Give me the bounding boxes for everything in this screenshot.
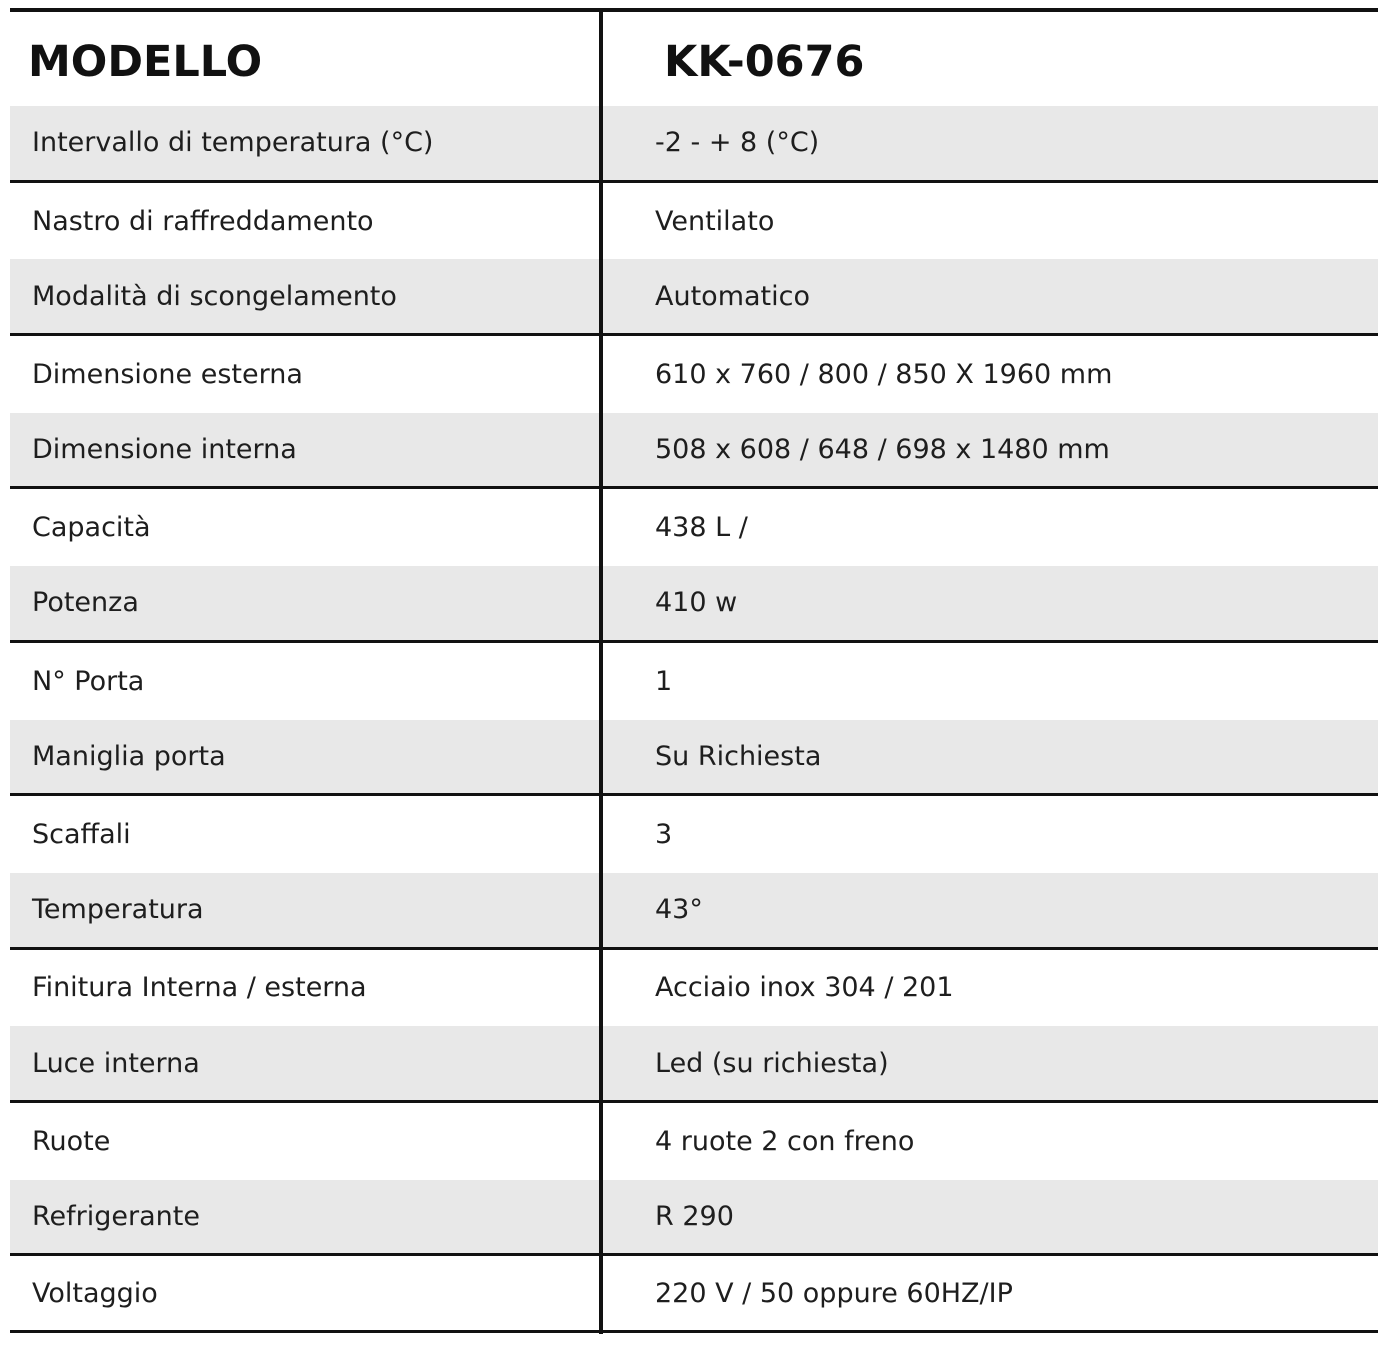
spec-value: 508 x 608 / 648 / 698 x 1480 mm: [655, 434, 1110, 466]
spec-label: Capacità: [32, 512, 151, 544]
spec-row: [10, 950, 1378, 1027]
spec-value: 3: [655, 819, 673, 851]
spec-value: -2 - + 8 (°C): [655, 127, 820, 159]
spec-label: Potenza: [32, 587, 139, 619]
spec-label: Dimensione interna: [32, 434, 297, 466]
spec-label: Nastro di raffreddamento: [32, 205, 374, 237]
spec-row: [10, 336, 1378, 413]
spec-value: Automatico: [655, 280, 810, 312]
spec-value: 438 L /: [655, 512, 748, 544]
spec-value: Acciaio inox 304 / 201: [655, 972, 954, 1004]
spec-row: [10, 1256, 1378, 1333]
spec-row: [10, 259, 1378, 336]
spec-value: 410 w: [655, 587, 738, 619]
spec-label: Intervallo di temperatura (°C): [32, 127, 434, 159]
spec-value: 4 ruote 2 con freno: [655, 1125, 915, 1157]
spec-value: 1: [655, 665, 673, 697]
spec-value: Su Richiesta: [655, 740, 822, 772]
spec-value: 610 x 760 / 800 / 850 X 1960 mm: [655, 358, 1113, 390]
spec-row: [10, 1026, 1378, 1103]
spec-value: 43°: [655, 894, 703, 926]
spec-rows: [10, 106, 1378, 1333]
spec-row: [10, 1180, 1378, 1257]
spec-label: Scaffali: [32, 819, 131, 851]
spec-label: Maniglia porta: [32, 740, 226, 772]
spec-row: [10, 489, 1378, 566]
spec-label: N° Porta: [32, 665, 145, 697]
spec-value: Led (su richiesta): [655, 1047, 889, 1079]
spec-label: Finitura Interna / esterna: [32, 972, 367, 1004]
column-divider: [599, 12, 603, 1334]
spec-label: Voltaggio: [32, 1277, 158, 1309]
spec-row: [10, 1103, 1378, 1180]
spec-label: Refrigerante: [32, 1200, 200, 1232]
spec-value: 220 V / 50 oppure 60HZ/IP: [655, 1277, 1013, 1309]
spec-label: Dimensione esterna: [32, 358, 303, 390]
header-row: [10, 12, 1378, 106]
spec-row: [10, 873, 1378, 950]
spec-row: [10, 796, 1378, 873]
model-header-label: MODELLO: [28, 37, 263, 87]
spec-table: [10, 8, 1378, 1333]
spec-value: Ventilato: [655, 205, 775, 237]
spec-value: R 290: [655, 1200, 734, 1232]
spec-label: Temperatura: [32, 894, 204, 926]
spec-label: Modalità di scongelamento: [32, 280, 397, 312]
spec-row: [10, 106, 1378, 183]
spec-row: [10, 720, 1378, 797]
model-header-value: KK-0676: [664, 37, 865, 87]
spec-label: Ruote: [32, 1125, 111, 1157]
spec-row: [10, 413, 1378, 490]
spec-row: [10, 643, 1378, 720]
spec-row: [10, 566, 1378, 643]
spec-row: [10, 183, 1378, 260]
spec-label: Luce interna: [32, 1047, 200, 1079]
